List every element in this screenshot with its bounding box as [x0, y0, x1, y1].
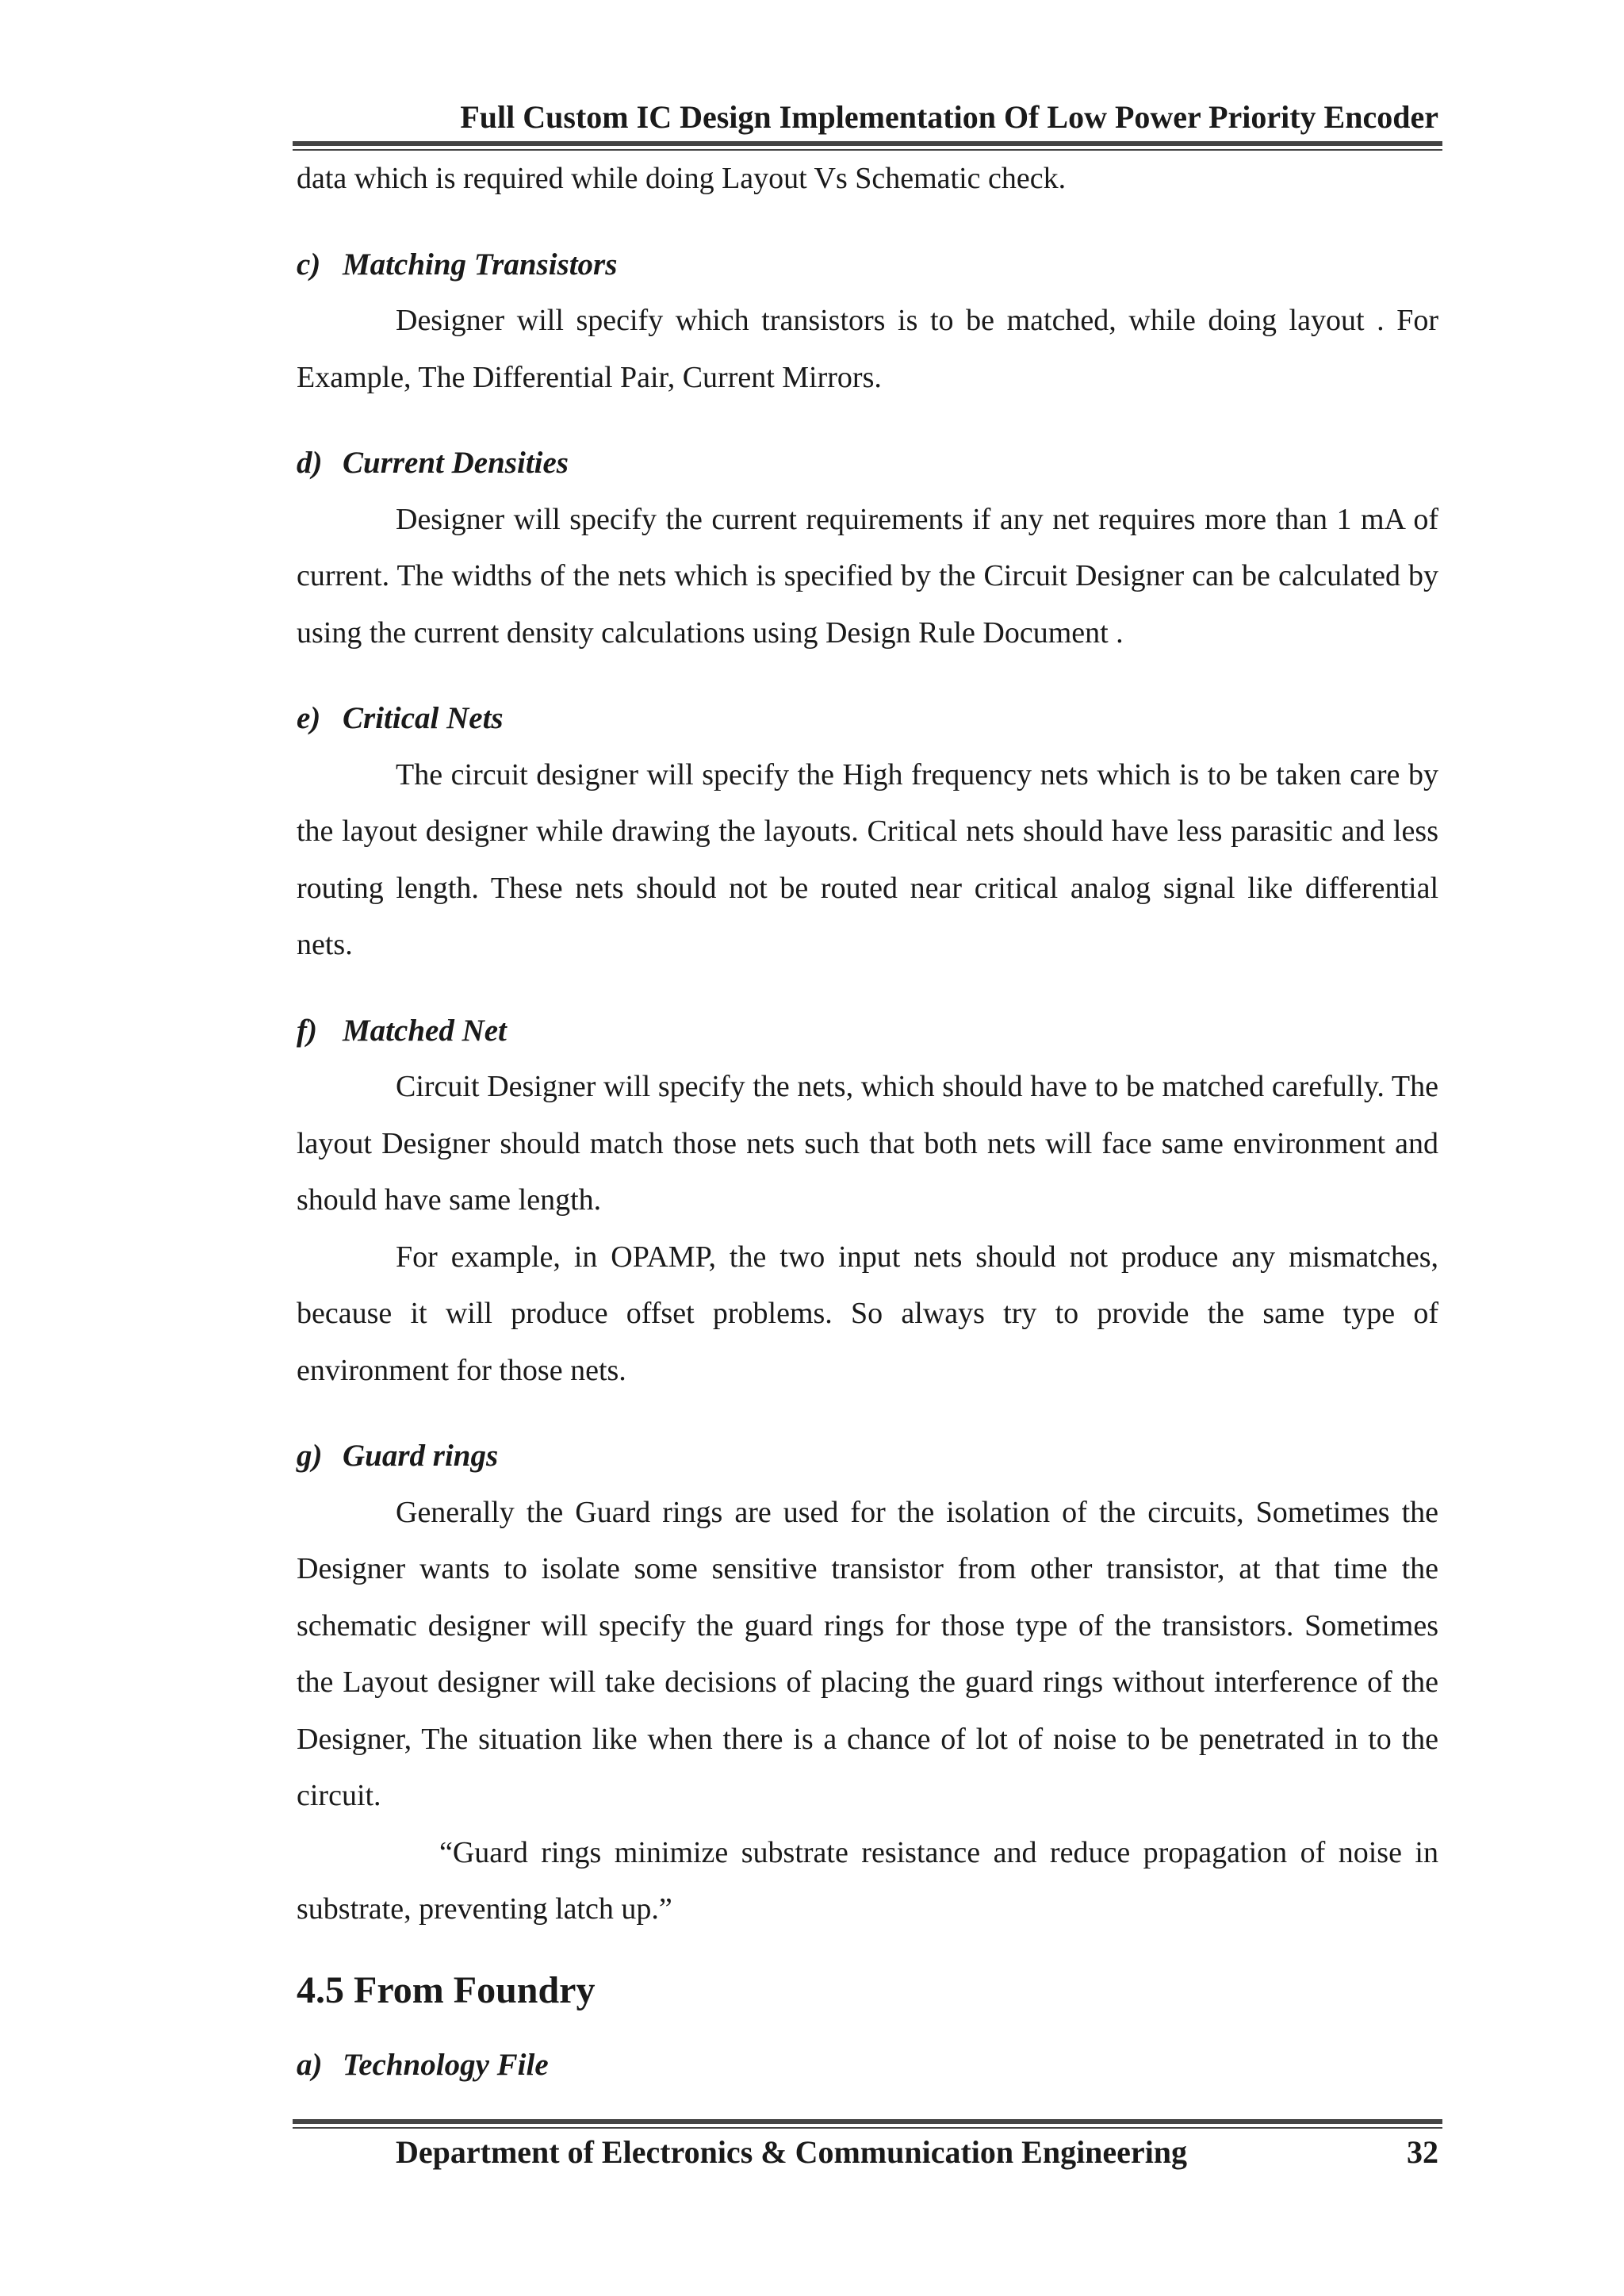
footer-department: Department of Electronics & Communication Engineering — [396, 2134, 1188, 2170]
subheading-matching-transistors — [297, 236, 1438, 293]
header-rule-thick — [293, 141, 1442, 146]
paragraph: For example, in OPAMP, the two input nets should not produce any mismatches, because it will produce offset problems. So always try to provide the same type of environment for those nets. — [297, 1240, 1438, 1387]
section-heading: 4.5 From Foundry — [297, 1968, 596, 2011]
subheading-technology-file — [297, 2037, 1438, 2094]
subheading-guard-rings — [297, 1428, 1438, 1485]
page-number: 32 — [1407, 2134, 1438, 2170]
paragraph: Generally the Guard rings are used for the isolation of the circuits, Sometimes the Designer wants to isolate some sensitive transistor from other transistor, at that time the schematic designer will specify the guard rings for those type of the transistors. Sometimes the Layout designer will take decisions of placing the guard rings without interference of the Designer, The situation like when there is a chance of lot of noise to be penetrated in to the circuit. — [297, 1495, 1438, 1812]
subheading-label: g) — [297, 1439, 323, 1473]
quote-paragraph: “Guard rings minimize substrate resistance and reduce propagation of noise in substrate, preventing latch up.” — [297, 1835, 1438, 1926]
paragraph: Designer will specify the current requirements if any net requires more than 1 mA of current. The widths of the nets which is specified by the Circuit Designer can be calculated by using the current density calculations using Design Rule Document . — [297, 502, 1438, 650]
subheading-title: Guard rings — [343, 1439, 499, 1473]
paragraph: Circuit Designer will specify the nets, which should have to be matched carefully. The layout Designer should match those nets such that both nets will face same environment and should have same length. — [297, 1070, 1438, 1217]
subheading-current-densities — [297, 435, 1438, 492]
paragraph: The circuit designer will specify the High frequency nets which is to be taken care by the layout designer while drawing the layouts. Critical nets should have less parasitic and less routing length. These nets should not be routed near critical analog signal like differential nets. — [297, 757, 1438, 961]
footer-rule-thin — [293, 2127, 1442, 2129]
subheading-matched-net — [297, 1002, 1438, 1060]
subheading-label: e) — [297, 701, 321, 735]
subheading-label: c) — [297, 247, 321, 282]
subheading-title: Critical Nets — [343, 701, 504, 735]
subheading-label: a) — [297, 2047, 323, 2082]
subheading-label: d) — [297, 446, 323, 480]
subheading-title: Matched Net — [343, 1013, 507, 1048]
subheading-title: Current Densities — [343, 446, 569, 480]
subheading-label: f) — [297, 1013, 317, 1048]
subheading-critical-nets — [297, 690, 1438, 747]
subheading-title: Matching Transistors — [343, 247, 618, 282]
footer-rule-thick — [293, 2119, 1442, 2124]
subheading-title: Technology File — [343, 2047, 549, 2082]
running-header: Full Custom IC Design Implementation Of Low Power Priority Encoder — [460, 99, 1438, 135]
intro-line: data which is required while doing Layout Vs Schematic check. — [297, 162, 1067, 195]
paragraph: Designer will specify which transistors is to be matched, while doing layout . For Example, The Differential Pair, Current Mirrors. — [297, 304, 1438, 394]
body-text — [297, 151, 1438, 2093]
